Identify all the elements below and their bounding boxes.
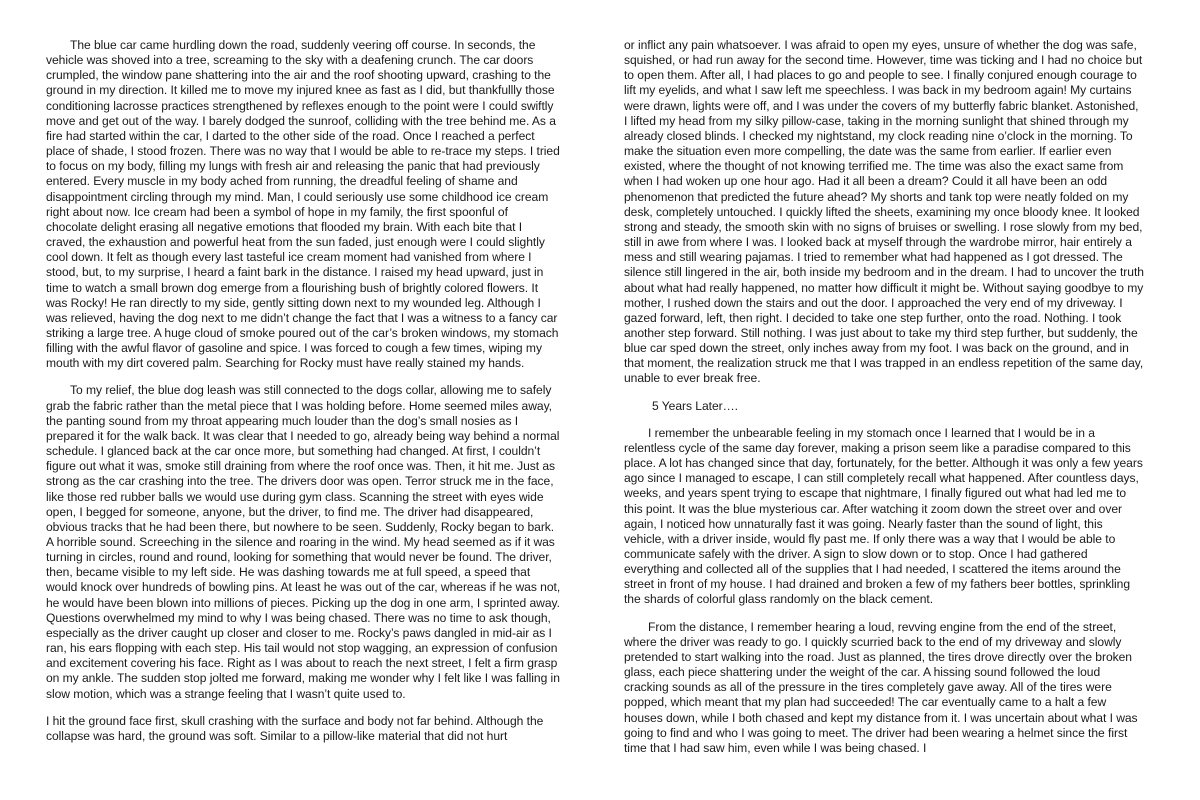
right-page <box>624 38 1144 768</box>
paragraph: From the distance, I remember hearing a loud, revving engine from the end of the street, where the driver was ready to go. I quickly scurried back to the end of my driveway and slowly pretended to start walking into the road. Just as planned, the tires drove directly over the broken glass, each piece shattering under the weight of the car. A hissing sound followed the loud cracking sounds as all of the pressure in the tires completely gave away. All of the tires were popped, which meant that my plan had succeeded! The car eventually came to a halt a few houses down, while I both chased and kept my distance from it. I was uncertain about what I was going to find and who I was going to meet. The driver had been wearing a helmet since the first time that I had saw him, even while I was being chased. I <box>624 619 1138 755</box>
paragraph: I hit the ground face first, skull crashing with the surface and body not far behind. Although the collapse was hard, the ground was soft. Similar to a pillow-like material that did not hurt <box>46 713 544 743</box>
left-page <box>46 38 562 756</box>
paragraph: To my relief, the blue dog leash was still connected to the dogs collar, allowing me to safely grab the fabric rather than the metal piece that I was holding before. Home seemed miles away, the panting sound from my throat appearing much louder than the dog’s small nosies as I prepared it for the walk back. It was clear that I needed to go, already being way behind a normal schedule. I glanced back at the car once more, but something had changed. At first, I couldn’t figure out what it was, smoke still draining from where the roof once was. Then, it hit me. Just as strong as the car crashing into the tree. The drivers door was open. Terror struck me in the face, like those red rubber balls we would use during gym class. Scanning the street with eyes wide open, I begged for someone, anyone, but the driver, to find me. The driver had disappeared, obvious tracks that he had been there, but nowhere to be seen. Suddenly, Rocky began to bark. A horrible sound. Screeching in the silence and roaring in the wind. My head seemed as if it was turning in circles, round and round, looking for something that would never be found. The driver, then, became visible to my left side. He was dashing towards me at full speed, a speed that would knock over hundreds of bowling pins. At least he was out of the car, whereas if he was not, he would have been blown into millions of pieces. Picking up the dog in one arm, I sprinted away. Questions overwhelmed my mind to why I was being chased. There was no time to ask though, especially as the driver caught up closer and closer to me. Rocky’s paws dangled in mid-air as I ran, his ears flopping with each step. His tail would not stop wagging, an expression of confusion and excitement covering his face. Right as I was about to reach the next street, I felt a firm grasp on my ankle. The sudden stop jolted me forward, making me wonder why I felt like I was falling in slow motion, which was a strange feeling that I wasn’t quite used to. <box>46 383 561 701</box>
section-heading: 5 Years Later…. <box>652 398 738 413</box>
paragraph: The blue car came hurdling down the road, suddenly veering off course. In seconds, the vehicle was shoved into a tree, screaming to the sky with a deafening crunch. The car doors crumpled, the window pane shattering into the air and the roof shooting upward, crashing to the ground in my direction. It killed me to move my injured knee as fast as I did, but thankfullly those conditioning lacrosse practices strengthened by reflexes enough to the point were I could swiftly move and get out of the way. I barely dodged the sunroof, colliding with the tree behind me. As a fire had started within the car, I darted to the other side of the road. Once I reached a perfect place of shade, I stood frozen. There was no way that I would be able to re-trace my steps. I tried to focus on my body, filling my lungs with fresh air and releasing the panic that had previously entered. Every muscle in my body ached from running, the dreadful feeling of shame and disappointment circling through my mind. Man, I could seriously use some childhood ice cream right about now. Ice cream had been a symbol of hope in my family, the first spoonful of chocolate delight erasing all negative emotions that flooded my brain. With each bite that I craved, the exhaustion and powerful heat from the sun faded, just enough were I could slightly cool down. It felt as though every last tasteful ice cream moment had vanished from where I stood, but, to my surprise, I heard a faint bark in the distance. I raised my head upward, just in time to watch a small brown dog emerge from a flourishing bush of brightly colored flowers. It was Rocky! He ran directly to my side, gently sitting down next to my wounded leg. Although I was relieved, having the dog next to me didn’t change the fact that I was a witness to a fancy car striking a large tree. A huge cloud of smoke poured out of the car’s broken windows, my stomach filling with the awful flavor of gasoline and spice. I was forced to cough a few times, wiping my mouth with my dirt covered palm. Searching for Rocky must have really stained my hands. <box>46 38 560 371</box>
paragraph: I remember the unbearable feeling in my stomach once I learned that I would be in a relentless cycle of the same day forever, making a prison seem like a paradise compared to this place. A lot has changed since that day, fortunately, for the better. Although it was only a few years ago since I managed to escape, I can still completely recall what happened. After countless days, weeks, and years spent trying to escape that nightmare, I finally figured out what had led me to this point. It was the blue mysterious car. After watching it zoom down the street over and over again, I noticed how unnaturally fast it was going. Nearly faster than the sound of light, this vehicle, with a driver inside, would fly past me. If only there was a way that I would be able to communicate safely with the driver. A sign to slow down or to stop. Once I had gathered everything and collected all of the supplies that I had needed, I scattered the items around the street in front of my house. I had drained and broken a few of my fathers beer bottles, sprinkling the shards of colorful glass randomly on the black cement. <box>624 425 1143 607</box>
paragraph: or inflict any pain whatsoever. I was afraid to open my eyes, unsure of whether the dog was safe, squished, or had run away for the second time. However, time was ticking and I had no choice but to open them. After all, I had places to go and people to see. I finally conjured enough courage to lift my eyelids, and what I saw left me speechless. I was back in my bedroom again! My curtains were drawn, lights were off, and I was under the covers of my butterfly fabric blanket. Astonished, I lifted my head from my silky pillow-case, taking in the morning sunlight that shined through my already closed blinds. I checked my nightstand, my clock reading nine o’clock in the morning. To make the situation even more compelling, the date was the same from earlier. If earlier even existed, where the thought of not knowing terrified me. The time was also the exact same from when I had woken up one hour ago. Had it all been a dream? Could it all have been an odd phenomenon that predicted the future ahead? My shorts and tank top were neatly folded on my desk, completely untouched. I quickly lifted the sheets, examining my once bloody knee. It looked strong and steady, the smooth skin with no signs of bruises or swelling. I rose slowly from my bed, still in awe from where I was. I looked back at myself through the wardrobe mirror, hair entirely a mess and still wearing pajamas. I tried to remember what had happened as I got dressed. The silence still lingered in the air, both inside my bedroom and in the dream. I had to uncover the truth about what had really happened, no matter how difficult it might be. Without saying goodbye to my mother, I rushed down the stairs and out the door. I approached the very end of my driveway. I gazed forward, left, then right. I decided to take one step further, onto the road. Nothing. I took another step forward. Still nothing. I was just about to take my third step further, but suddenly, the blue car sped down the street, only inches away from my foot. I was back on the ground, and in that moment, the realization struck me that I was trapped in an endless repetition of the same day, unable to ever break free. <box>624 38 1144 386</box>
